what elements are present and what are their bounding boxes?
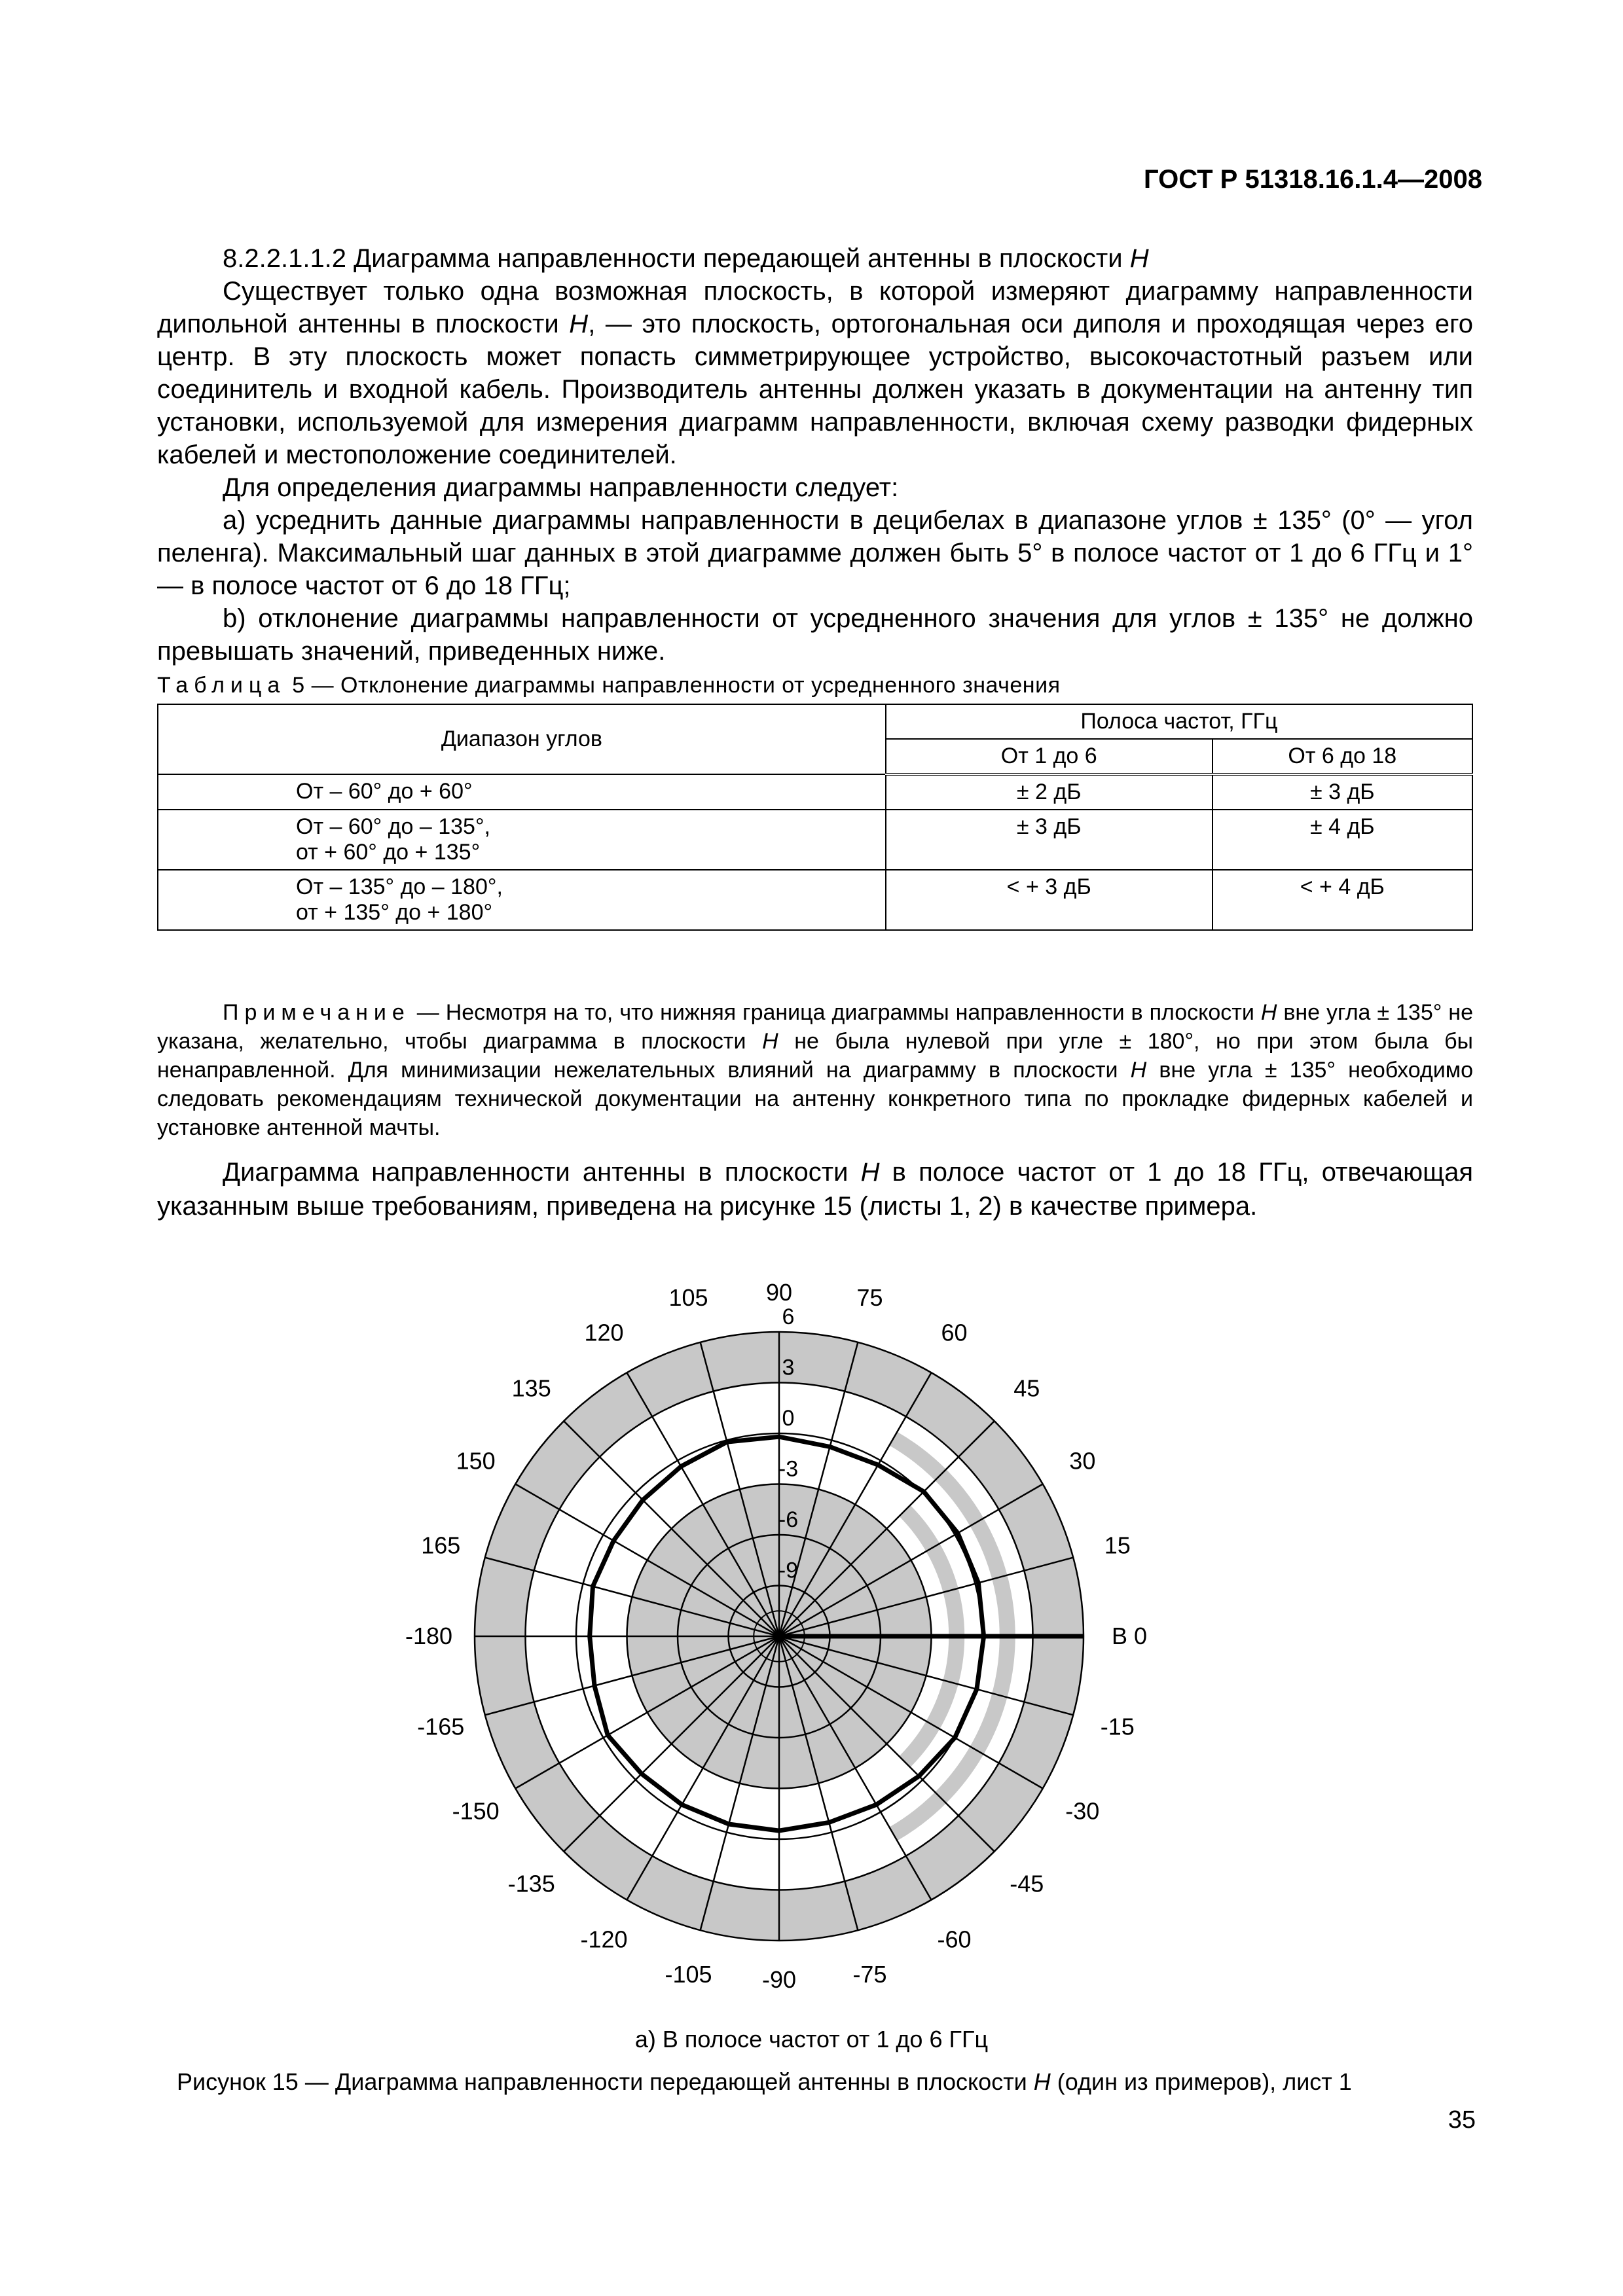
angle-tick-label: 75 [856, 1284, 883, 1312]
angle-tick-label: 60 [941, 1319, 968, 1346]
radial-tick-label: -6 [778, 1507, 799, 1532]
figure-subcaption: а) В полосе частот от 1 до 6 ГГц [634, 2026, 989, 2053]
angle-tick-label: 120 [584, 1319, 624, 1346]
table-row [158, 774, 1472, 810]
paragraph-3: a) усреднить данные диаграммы направленности в децибелах в диапазоне углов ± 135° (0° — угол пеленга). Максимальный шаг данных в этой диаграмме должен быть 5° в полосе частот от 1 до 6 ГГц и 1° — в полосе частот от 6 до 18 ГГц; [157, 506, 1473, 600]
angle-tick-label: 15 [1104, 1532, 1131, 1559]
paragraph-4: b) отклонение диаграммы направленности от усредненного значения для углов ± 135° не должно превышать значений, приведенных ниже. [157, 604, 1473, 666]
header-band-b: От 6 до 18 [1213, 739, 1472, 774]
angle-tick-label: B 0 [1111, 1623, 1148, 1649]
angle-tick-label: -45 [1010, 1870, 1044, 1897]
standard-header: ГОСТ Р 51318.16.1.4—2008 [1143, 165, 1482, 194]
radial-tick-label: -3 [778, 1456, 799, 1482]
header-band-a: От 1 до 6 [886, 739, 1213, 774]
table-row [158, 810, 1472, 870]
value-b: ± 3 дБ [1213, 774, 1472, 810]
figure-caption: Рисунок 15 — Диаграмма направленности передающей антенны в плоскости H (один из примеров), лист 1 [177, 2068, 1352, 2095]
angle-tick-label: 105 [668, 1284, 708, 1312]
angle-tick-label: -135 [507, 1870, 555, 1897]
header-range: Диапазон углов [158, 704, 886, 774]
value-a: ± 2 дБ [886, 774, 1213, 810]
angle-tick-label: 90 [765, 1279, 793, 1306]
section-text [157, 242, 1473, 668]
range-cell: От – 135° до – 180°, от + 135° до + 180° [158, 870, 886, 930]
angle-tick-label: -60 [937, 1926, 972, 1953]
table-row [158, 870, 1472, 930]
radial-tick-label: 0 [782, 1406, 795, 1431]
radial-tick-label: -9 [778, 1558, 799, 1583]
angle-tick-label: 45 [1013, 1374, 1040, 1402]
range-cell: От – 60° до + 60° [158, 774, 886, 810]
radial-tick-label: 3 [782, 1355, 795, 1380]
figure-intro: Диаграмма направленности антенны в плоскости H в полосе частот от 1 до 18 ГГц, отвечающая указанным выше требованиям, приведена на рисунке 15 (листы 1, 2) в качестве примера. [157, 1158, 1473, 1221]
angle-tick-label: 135 [511, 1374, 551, 1402]
angle-tick-label: 150 [456, 1447, 496, 1475]
paragraph-1: Существует только одна возможная плоскость, в которой измеряют диаграмму направленности дипольной антенны в плоскости H, — это плоскость, ортогональная оси диполя и проходящая через его центр. В эту плоскость может попасть симметрирующее устройство, высокочастотный разъем или соединитель и входной кабель. Производитель антенны должен указать в документации на антенну тип установки, используемой для измерения диаграмм направленности, включая схему разводки фидерных кабелей и местоположение соединителей. [157, 277, 1473, 469]
section-heading: 8.2.2.1.1.2 Диаграмма направленности передающей антенны в плоскости H [223, 244, 1149, 273]
angle-tick-label: -15 [1100, 1713, 1135, 1740]
angle-tick-label: -105 [665, 1960, 712, 1988]
angle-tick-label: -180 [405, 1623, 453, 1649]
angle-tick-label: -90 [761, 1966, 797, 1993]
range-cell: От – 60° до – 135°, от + 60° до + 135° [158, 810, 886, 870]
angle-tick-label: -165 [417, 1713, 465, 1740]
angle-tick-label: -150 [452, 1797, 500, 1825]
value-a: ± 3 дБ [886, 810, 1213, 870]
paragraph-2: Для определения диаграммы направленности следует: [223, 473, 899, 502]
value-b: ± 4 дБ [1213, 810, 1472, 870]
value-a: < + 3 дБ [886, 870, 1213, 930]
table-note: Примечание — Несмотря на то, что нижняя граница диаграммы направленности в плоскости H вне угла ± 135° не указана, желательно, чтобы диаграмма в плоскости H не была нулевой при угле ± 180°, но при этом была бы ненаправленной. Для минимизации нежелательных влияний на диаграмму в плоскости H вне угла ± 135° необходимо следовать рекомендациям технической документации на антенну конкретного типа по прокладке фидерных кабелей и установке антенной мачты. [157, 1000, 1474, 1140]
page-number: 35 [1448, 2106, 1476, 2134]
header-band: Полоса частот, ГГц [886, 704, 1472, 739]
angle-tick-label: 30 [1069, 1447, 1096, 1475]
angle-tick-label: -30 [1065, 1797, 1100, 1825]
table-caption: Таблица 5 — Отклонение диаграммы направленности от усредненного значения [157, 673, 1061, 698]
radial-tick-label: 6 [782, 1304, 795, 1329]
angle-tick-label: -120 [580, 1926, 628, 1953]
polar-chart [354, 1230, 1205, 2081]
value-b: < + 4 дБ [1213, 870, 1472, 930]
deviation-table [157, 704, 1473, 931]
angle-tick-label: -75 [852, 1960, 887, 1988]
angle-tick-label: 165 [421, 1532, 461, 1559]
